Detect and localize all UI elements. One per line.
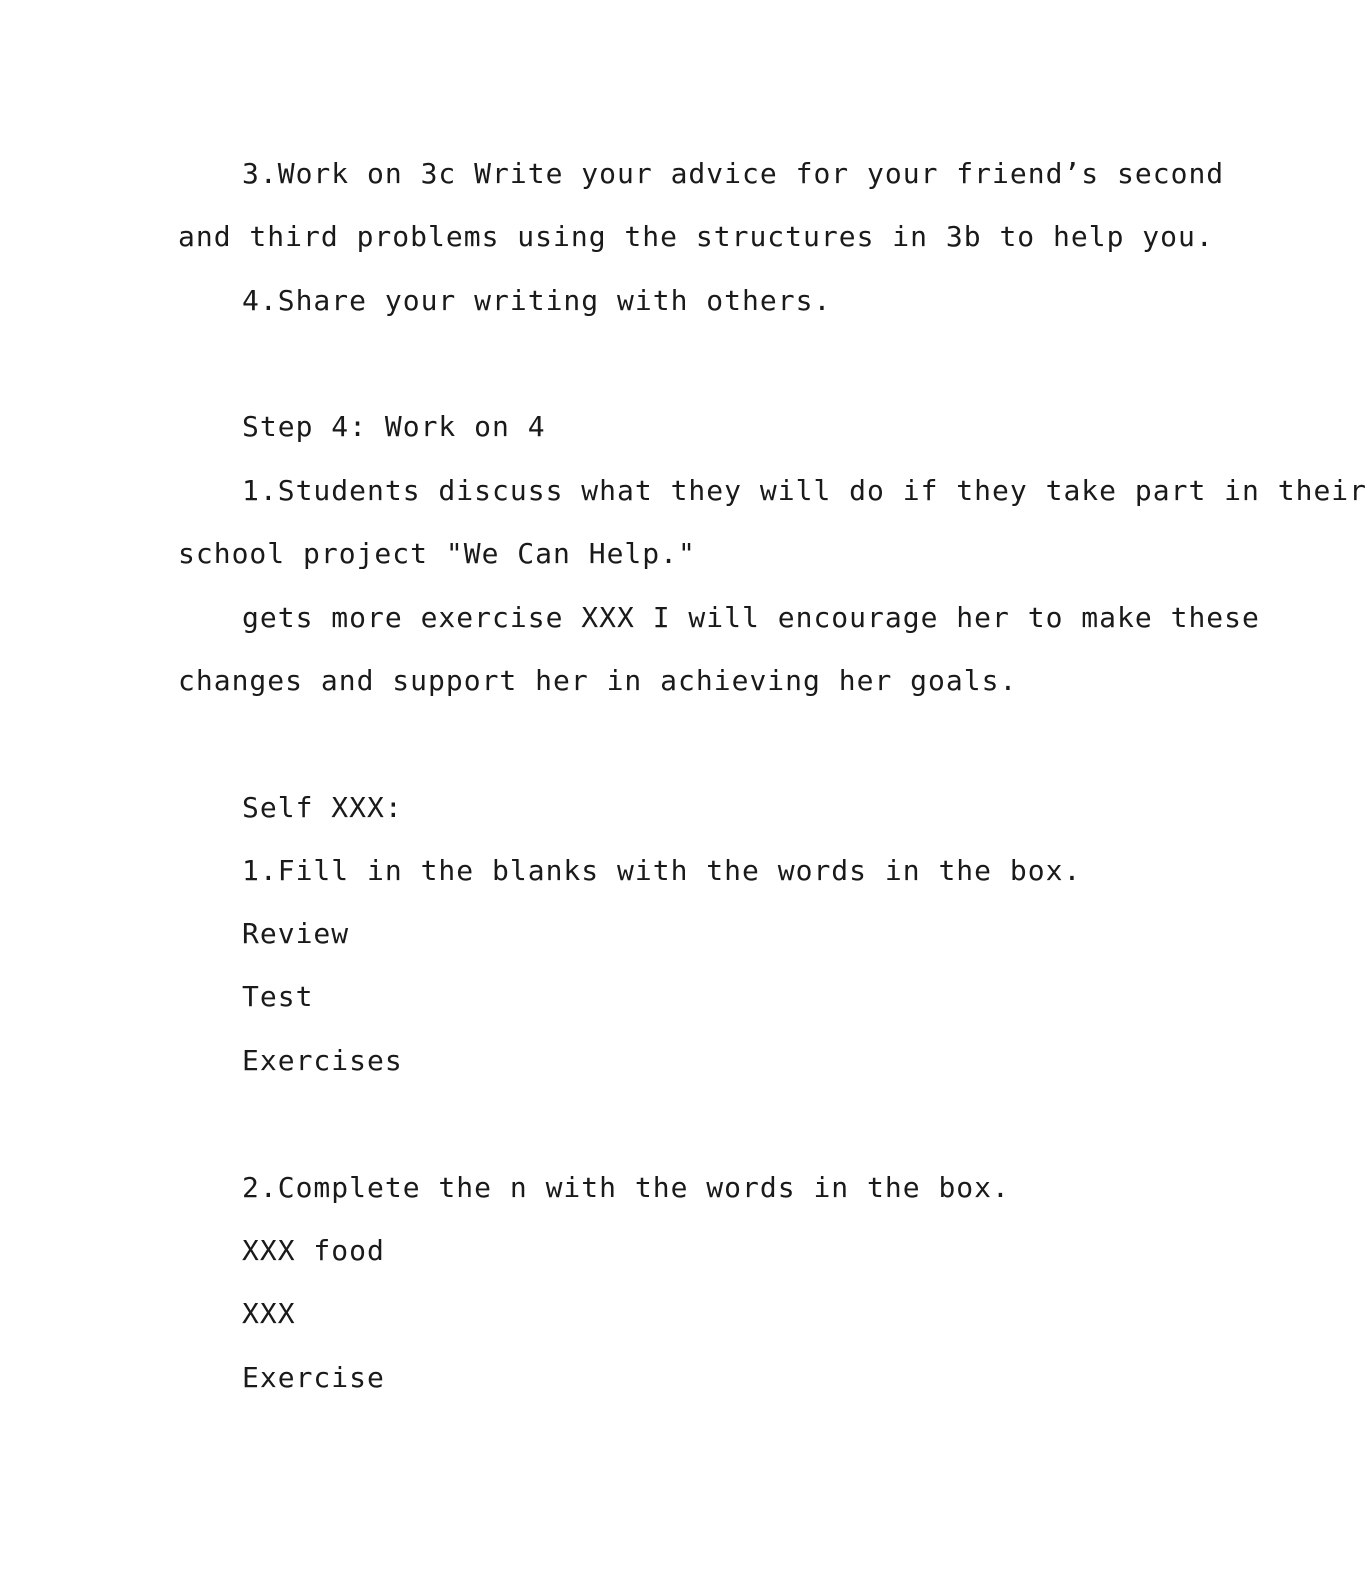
list-item: Test [242, 980, 314, 1013]
paragraph-line: 4.Share your writing with others. [242, 284, 832, 317]
paragraph-line: 3.Work on 3c Write your advice for your friend’s second [242, 157, 1225, 190]
section-heading: Self XXX: [242, 791, 403, 824]
paragraph-line: changes and support her in achieving her goals. [178, 664, 1018, 697]
paragraph-line: school project "We Can Help." [178, 537, 696, 570]
paragraph-line: 2.Complete the n with the words in the box. [242, 1171, 1010, 1204]
list-item: Exercise [242, 1361, 385, 1394]
paragraph-line: gets more exercise XXX I will encourage her to make these [242, 601, 1260, 634]
list-item: XXX food [242, 1234, 385, 1267]
list-item: Exercises [242, 1044, 403, 1077]
paragraph-line: 1.Fill in the blanks with the words in the box. [242, 854, 1082, 887]
section-heading: Step 4: Work on 4 [242, 410, 546, 443]
paragraph-line: and third problems using the structures in 3b to help you. [178, 220, 1214, 253]
paragraph-line: 1.Students discuss what they will do if they take part in their [242, 474, 1367, 507]
list-item: Review [242, 917, 350, 950]
list-item: XXX [242, 1297, 296, 1330]
